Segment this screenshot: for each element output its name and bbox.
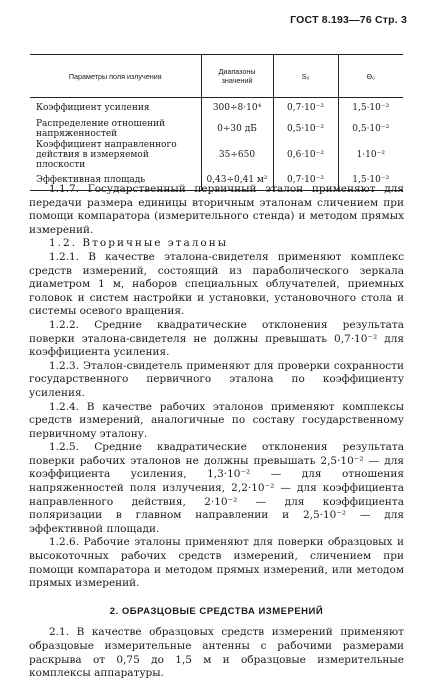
table-cell: 1,5·10⁻²: [338, 170, 403, 191]
table-cell: 1,5·10⁻²: [338, 98, 403, 119]
table-cell: 0,43÷0,41 м²: [201, 170, 273, 191]
table-cell: 0,7·10⁻²: [273, 170, 338, 191]
column-header: Θ₀: [338, 55, 403, 98]
table-cell: 1·10⁻²: [338, 140, 403, 170]
table-cell: 0÷30 дБ: [201, 119, 273, 140]
table-cell: 0,5·10⁻²: [338, 119, 403, 140]
paragraph: 1.2.2. Средние квадратические отклонения результата поверки эталона-свидетеля не должны превышать 0,7·10⁻² для коэффициента усиления.: [29, 318, 404, 359]
table-row: [30, 119, 403, 140]
table-cell: 300÷8·10⁴: [201, 98, 273, 119]
paragraph: 1.2.4. В качестве рабочих эталонов применяют комплексы средств измерений, аналогичные по составу государственному первичному эталону.: [29, 400, 404, 440]
section-heading: 2. ОБРАЗЦОВЫЕ СРЕДСТВА ИЗМЕРЕНИЙ: [109, 605, 324, 617]
column-header: S₀: [273, 55, 338, 98]
table-row: [30, 140, 403, 170]
table-cell: Коэффициент усиления: [36, 103, 150, 114]
paragraph: 2.1. В качестве образцовых средств измерений применяют образцовые измерительные антенны с рабочими размерами раскрыва от 0,75 до 1,5 м и образцовые измерительные комплексы аппаратуры.: [29, 626, 404, 680]
table-cell: Эффективная площадь: [36, 174, 146, 185]
subsection-heading: 1.2. Вторичные эталоны: [49, 237, 229, 250]
table-cell: 0,7·10⁻²: [273, 98, 338, 119]
table-cell: 35÷650: [201, 140, 273, 170]
table-cell: Коэффициент направленного действия в измеряемой плоскости: [36, 139, 177, 170]
page-header: ГОСТ 8.193—76 Стр. 3: [290, 14, 407, 26]
body-text: [29, 183, 404, 681]
paragraph: 1.2.3. Эталон-свидетель применяют для проверки сохранности государственного первичного эталона по коэффициенту усиления.: [29, 359, 404, 399]
paragraph: 1.2.1. В качестве эталона-свидетеля применяют комплекс средств измерений, состоящий из параболического зеркала диаметром 1 м, наборов специальных облучателей, приемных головок и систем настройки и установки, установочного стола и системы осевого вращения.: [29, 250, 404, 318]
table-header-row: [30, 55, 403, 98]
column-header: Параметры поля излучения: [68, 71, 162, 81]
parameters-table: [30, 54, 403, 191]
paragraph: 1.2.6. Рабочие эталоны применяют для поверки образцовых и высокоточных рабочих средств измерений, сличением при помощи компаратора и методом прямых измерений, или методом прямых измерений.: [29, 536, 404, 590]
table-cell: 0,5·10⁻²: [273, 119, 338, 140]
table-row: [30, 98, 403, 119]
table-cell: 0,6·10⁻²: [273, 140, 338, 170]
paragraph: 1.2.5. Средние квадратические отклонения результата поверки рабочих эталонов не должны превышать 2,5·10⁻² — для коэффициента усиления, 1,3·10⁻² — для отношения напряженностей поля излучения, 2,2·10⁻² — для коэффициента направленного действия, 2·10⁻² — для коэффициента поляризации в главном направлении и 2,5·10⁻² — для эффективной площади.: [29, 441, 404, 535]
paragraph: 1.1.7. Государственный первичный эталон применяют для передачи размера единицы вторичным эталонам сличением при помощи компаратора (измерительного стенда) и методом прямых измерений.: [29, 183, 404, 236]
column-header: Диапазоны значений: [201, 55, 273, 98]
table-cell: Распределение отношений напряженностей: [36, 119, 166, 139]
